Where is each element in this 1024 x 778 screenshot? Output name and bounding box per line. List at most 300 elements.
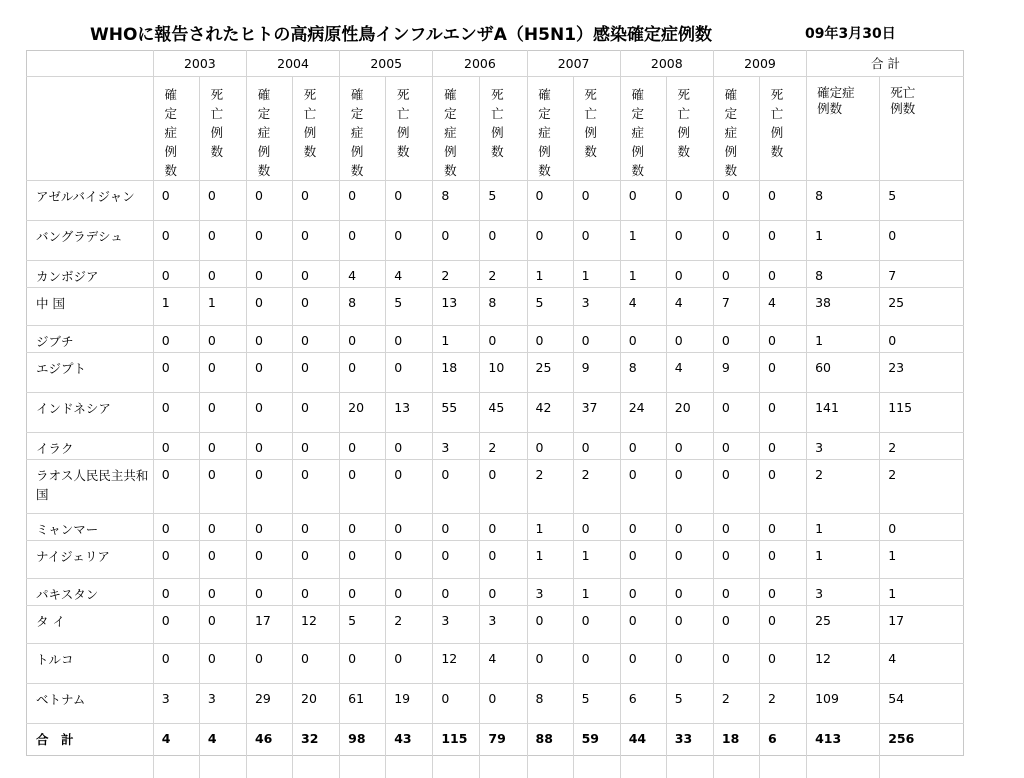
table-cell: 0 bbox=[199, 261, 246, 288]
table-cell: 0 bbox=[293, 353, 340, 393]
table-cell: 0 bbox=[153, 326, 199, 353]
table-cell: 0 bbox=[340, 181, 386, 221]
table-cell: 1 bbox=[807, 326, 880, 353]
table-cell: 1 bbox=[573, 541, 620, 579]
table-cell: 0 bbox=[199, 460, 246, 514]
table-cell: 0 bbox=[620, 606, 666, 644]
total-cell: 79 bbox=[480, 724, 527, 778]
table-cell: 0 bbox=[199, 393, 246, 433]
table-cell: 2 bbox=[880, 460, 964, 514]
total-cell: 33 bbox=[666, 724, 713, 778]
table-cell: 8 bbox=[807, 181, 880, 221]
year-header: 2003 bbox=[153, 50, 246, 77]
total-sub-header-label: 確定症例数 bbox=[817, 85, 861, 117]
total-cell: 115 bbox=[433, 724, 480, 778]
sub-header bbox=[713, 77, 759, 181]
table-row bbox=[26, 261, 964, 288]
table-cell: 0 bbox=[246, 261, 292, 288]
table-cell: 0 bbox=[573, 326, 620, 353]
table-cell: 8 bbox=[807, 261, 880, 288]
table-cell: 37 bbox=[573, 393, 620, 433]
table-cell: 3 bbox=[480, 606, 527, 644]
table-cell: 0 bbox=[620, 514, 666, 541]
table-cell: 0 bbox=[246, 353, 292, 393]
table-cell: 0 bbox=[386, 460, 433, 514]
table-cell: 0 bbox=[293, 221, 340, 261]
total-cell: 59 bbox=[573, 724, 620, 778]
table-cell: 7 bbox=[713, 288, 759, 326]
table-cell: 4 bbox=[666, 353, 713, 393]
country-name: ラオス人民民主共和国 bbox=[26, 460, 153, 514]
table-cell: 10 bbox=[480, 353, 527, 393]
table-cell: 0 bbox=[713, 579, 759, 606]
table-cell: 0 bbox=[340, 460, 386, 514]
table-cell: 0 bbox=[620, 541, 666, 579]
table-cell: 1 bbox=[433, 326, 480, 353]
sub-header bbox=[527, 77, 573, 181]
total-row bbox=[26, 724, 964, 778]
year-header: 2009 bbox=[713, 50, 806, 77]
country-name: カンボジア bbox=[26, 261, 153, 288]
sub-header-row bbox=[26, 77, 964, 181]
table-cell: 0 bbox=[713, 393, 759, 433]
table-cell: 0 bbox=[666, 579, 713, 606]
table-cell: 0 bbox=[246, 326, 292, 353]
table-cell: 0 bbox=[620, 460, 666, 514]
table-cell: 0 bbox=[246, 579, 292, 606]
table-cell: 0 bbox=[759, 460, 806, 514]
table-cell: 2 bbox=[713, 684, 759, 724]
total-cell: 4 bbox=[199, 724, 246, 778]
country-name: タ イ bbox=[26, 606, 153, 644]
report-date: 09年3月30日 bbox=[805, 23, 896, 43]
country-name: イラク bbox=[26, 433, 153, 460]
total-sub-header bbox=[807, 77, 880, 181]
table-cell: 0 bbox=[340, 353, 386, 393]
table-row bbox=[26, 181, 964, 221]
table-cell: 8 bbox=[433, 181, 480, 221]
table-cell: 17 bbox=[246, 606, 292, 644]
total-cell: 4 bbox=[153, 724, 199, 778]
table-cell: 0 bbox=[759, 221, 806, 261]
table-cell: 0 bbox=[153, 353, 199, 393]
table-cell: 0 bbox=[386, 514, 433, 541]
table-cell: 0 bbox=[433, 684, 480, 724]
table-row bbox=[26, 684, 964, 724]
cases-table bbox=[26, 50, 964, 778]
table-cell: 0 bbox=[759, 261, 806, 288]
total-cell: 43 bbox=[386, 724, 433, 778]
table-cell: 12 bbox=[807, 644, 880, 684]
table-cell: 0 bbox=[620, 644, 666, 684]
table-cell: 0 bbox=[573, 606, 620, 644]
table-cell: 0 bbox=[340, 541, 386, 579]
sub-header-label: 確定症例数 bbox=[631, 85, 645, 180]
table-cell: 13 bbox=[433, 288, 480, 326]
table-cell: 0 bbox=[527, 326, 573, 353]
table-row bbox=[26, 326, 964, 353]
table-cell: 1 bbox=[620, 221, 666, 261]
table-cell: 141 bbox=[807, 393, 880, 433]
table-cell: 0 bbox=[153, 261, 199, 288]
table-cell: 1 bbox=[153, 288, 199, 326]
table-cell: 0 bbox=[386, 433, 433, 460]
table-cell: 0 bbox=[386, 644, 433, 684]
total-label: 合 計 bbox=[26, 724, 153, 778]
table-cell: 0 bbox=[759, 644, 806, 684]
total-cell: 18 bbox=[713, 724, 759, 778]
table-cell: 0 bbox=[527, 433, 573, 460]
table-row bbox=[26, 579, 964, 606]
table-cell: 0 bbox=[666, 606, 713, 644]
table-cell: 0 bbox=[713, 433, 759, 460]
table-cell: 17 bbox=[880, 606, 964, 644]
table-cell: 20 bbox=[340, 393, 386, 433]
table-cell: 19 bbox=[386, 684, 433, 724]
year-header: 2008 bbox=[620, 50, 713, 77]
table-cell: 0 bbox=[153, 644, 199, 684]
country-name: アゼルバイジャン bbox=[26, 181, 153, 221]
table-cell: 0 bbox=[199, 606, 246, 644]
table-cell: 0 bbox=[293, 181, 340, 221]
table-cell: 0 bbox=[666, 433, 713, 460]
total-sub-header bbox=[880, 77, 964, 181]
table-row bbox=[26, 514, 964, 541]
table-cell: 0 bbox=[246, 393, 292, 433]
table-cell: 0 bbox=[199, 326, 246, 353]
country-name: ベトナム bbox=[26, 684, 153, 724]
table-cell: 0 bbox=[246, 181, 292, 221]
table-cell: 3 bbox=[433, 433, 480, 460]
table-cell: 24 bbox=[620, 393, 666, 433]
table-cell: 0 bbox=[666, 261, 713, 288]
table-cell: 109 bbox=[807, 684, 880, 724]
table-cell: 0 bbox=[573, 644, 620, 684]
sub-header-label: 確定症例数 bbox=[724, 85, 738, 180]
table-cell: 0 bbox=[880, 514, 964, 541]
table-cell: 5 bbox=[340, 606, 386, 644]
table-cell: 0 bbox=[340, 326, 386, 353]
table-cell: 0 bbox=[713, 261, 759, 288]
sub-header-label: 死亡例数 bbox=[490, 85, 504, 161]
table-cell: 55 bbox=[433, 393, 480, 433]
country-header-cell bbox=[26, 77, 153, 181]
table-cell: 2 bbox=[527, 460, 573, 514]
table-cell: 0 bbox=[713, 460, 759, 514]
table-cell: 9 bbox=[573, 353, 620, 393]
table-cell: 0 bbox=[666, 181, 713, 221]
total-cell: 88 bbox=[527, 724, 573, 778]
table-cell: 18 bbox=[433, 353, 480, 393]
table-cell: 0 bbox=[153, 514, 199, 541]
table-cell: 23 bbox=[880, 353, 964, 393]
table-cell: 0 bbox=[199, 579, 246, 606]
table-row bbox=[26, 606, 964, 644]
sub-header bbox=[433, 77, 480, 181]
table-cell: 1 bbox=[573, 261, 620, 288]
table-cell: 0 bbox=[527, 606, 573, 644]
table-cell: 0 bbox=[246, 460, 292, 514]
table-cell: 0 bbox=[153, 433, 199, 460]
total-cell: 413 bbox=[807, 724, 880, 778]
table-cell: 4 bbox=[880, 644, 964, 684]
table-cell: 2 bbox=[880, 433, 964, 460]
table-cell: 9 bbox=[713, 353, 759, 393]
table-cell: 3 bbox=[807, 433, 880, 460]
table-cell: 0 bbox=[759, 393, 806, 433]
table-cell: 0 bbox=[199, 221, 246, 261]
table-cell: 0 bbox=[340, 644, 386, 684]
table-cell: 3 bbox=[433, 606, 480, 644]
table-cell: 0 bbox=[246, 541, 292, 579]
table-cell: 54 bbox=[880, 684, 964, 724]
table-row bbox=[26, 288, 964, 326]
page-title: WHOに報告されたヒトの高病原性鳥インフルエンザA（H5N1）感染確定症例数 bbox=[90, 20, 712, 45]
table-cell: 0 bbox=[386, 579, 433, 606]
table-cell: 6 bbox=[620, 684, 666, 724]
table-cell: 0 bbox=[480, 541, 527, 579]
year-header: 2005 bbox=[340, 50, 433, 77]
table-cell: 25 bbox=[527, 353, 573, 393]
table-cell: 5 bbox=[573, 684, 620, 724]
table-cell: 0 bbox=[246, 288, 292, 326]
country-name: パキスタン bbox=[26, 579, 153, 606]
table-cell: 3 bbox=[807, 579, 880, 606]
table-cell: 20 bbox=[293, 684, 340, 724]
table-row bbox=[26, 460, 964, 514]
table-cell: 0 bbox=[480, 514, 527, 541]
table-cell: 0 bbox=[153, 606, 199, 644]
total-sub-header-label: 死亡例数 bbox=[890, 85, 920, 117]
year-header: 2004 bbox=[246, 50, 339, 77]
total-cell: 6 bbox=[759, 724, 806, 778]
total-cell: 256 bbox=[880, 724, 964, 778]
table-cell: 4 bbox=[386, 261, 433, 288]
country-name: 中 国 bbox=[26, 288, 153, 326]
table-cell: 1 bbox=[199, 288, 246, 326]
table-cell: 0 bbox=[386, 221, 433, 261]
sub-header bbox=[246, 77, 292, 181]
table-row bbox=[26, 433, 964, 460]
table-cell: 0 bbox=[759, 433, 806, 460]
table-cell: 1 bbox=[527, 541, 573, 579]
table-cell: 0 bbox=[293, 393, 340, 433]
table-cell: 0 bbox=[620, 433, 666, 460]
table-cell: 0 bbox=[293, 644, 340, 684]
sub-header bbox=[759, 77, 806, 181]
table-cell: 12 bbox=[293, 606, 340, 644]
sub-header bbox=[386, 77, 433, 181]
sub-header bbox=[293, 77, 340, 181]
table-cell: 0 bbox=[293, 261, 340, 288]
table-cell: 0 bbox=[620, 326, 666, 353]
table-cell: 0 bbox=[386, 541, 433, 579]
table-cell: 1 bbox=[620, 261, 666, 288]
table-cell: 0 bbox=[480, 460, 527, 514]
table-cell: 2 bbox=[433, 261, 480, 288]
sub-header-label: 死亡例数 bbox=[677, 85, 691, 161]
table-cell: 0 bbox=[433, 221, 480, 261]
table-cell: 0 bbox=[199, 181, 246, 221]
table-cell: 20 bbox=[666, 393, 713, 433]
country-name: バングラデシュ bbox=[26, 221, 153, 261]
table-cell: 0 bbox=[527, 221, 573, 261]
table-cell: 0 bbox=[433, 460, 480, 514]
table-cell: 0 bbox=[666, 326, 713, 353]
table-cell: 0 bbox=[293, 541, 340, 579]
table-cell: 0 bbox=[480, 221, 527, 261]
table-cell: 7 bbox=[880, 261, 964, 288]
table-cell: 0 bbox=[527, 644, 573, 684]
sub-header bbox=[199, 77, 246, 181]
table-cell: 0 bbox=[199, 644, 246, 684]
table-cell: 0 bbox=[199, 433, 246, 460]
table-cell: 0 bbox=[880, 326, 964, 353]
table-cell: 4 bbox=[666, 288, 713, 326]
table-cell: 0 bbox=[433, 541, 480, 579]
table-cell: 2 bbox=[573, 460, 620, 514]
country-name: ジブチ bbox=[26, 326, 153, 353]
country-name: エジプト bbox=[26, 353, 153, 393]
table-cell: 0 bbox=[759, 579, 806, 606]
table-cell: 0 bbox=[386, 181, 433, 221]
table-cell: 0 bbox=[620, 579, 666, 606]
table-cell: 0 bbox=[620, 181, 666, 221]
sub-header-label: 確定症例数 bbox=[443, 85, 457, 180]
table-row bbox=[26, 393, 964, 433]
table-cell: 0 bbox=[199, 353, 246, 393]
sub-header-label: 死亡例数 bbox=[210, 85, 224, 161]
table-cell: 0 bbox=[153, 579, 199, 606]
table-cell: 8 bbox=[527, 684, 573, 724]
table-cell: 0 bbox=[293, 433, 340, 460]
table-cell: 0 bbox=[759, 326, 806, 353]
table-cell: 1 bbox=[807, 221, 880, 261]
table-row bbox=[26, 221, 964, 261]
table-cell: 0 bbox=[573, 514, 620, 541]
table-cell: 4 bbox=[340, 261, 386, 288]
table-cell: 12 bbox=[433, 644, 480, 684]
table-cell: 4 bbox=[480, 644, 527, 684]
sub-header-label: 確定症例数 bbox=[257, 85, 271, 180]
country-name: ナイジェリア bbox=[26, 541, 153, 579]
table-cell: 1 bbox=[880, 579, 964, 606]
table-cell: 3 bbox=[153, 684, 199, 724]
table-cell: 0 bbox=[759, 606, 806, 644]
table-cell: 0 bbox=[293, 579, 340, 606]
sub-header-label: 死亡例数 bbox=[770, 85, 784, 161]
table-cell: 61 bbox=[340, 684, 386, 724]
table-cell: 1 bbox=[880, 541, 964, 579]
table-cell: 0 bbox=[880, 221, 964, 261]
table-cell: 8 bbox=[620, 353, 666, 393]
table-cell: 0 bbox=[293, 326, 340, 353]
table-cell: 0 bbox=[666, 460, 713, 514]
sub-header bbox=[340, 77, 386, 181]
table-cell: 2 bbox=[386, 606, 433, 644]
country-name: インドネシア bbox=[26, 393, 153, 433]
sub-header bbox=[620, 77, 666, 181]
table-cell: 4 bbox=[620, 288, 666, 326]
sub-header-label: 確定症例数 bbox=[538, 85, 552, 180]
table-cell: 0 bbox=[340, 514, 386, 541]
table-cell: 1 bbox=[573, 579, 620, 606]
table-cell: 13 bbox=[386, 393, 433, 433]
year-header: 合 計 bbox=[807, 50, 964, 77]
table-cell: 8 bbox=[480, 288, 527, 326]
table-cell: 0 bbox=[666, 541, 713, 579]
table-cell: 0 bbox=[713, 644, 759, 684]
sub-header bbox=[573, 77, 620, 181]
table-cell: 0 bbox=[199, 514, 246, 541]
table-cell: 0 bbox=[293, 288, 340, 326]
table-cell: 0 bbox=[666, 514, 713, 541]
table-cell: 0 bbox=[153, 181, 199, 221]
table-cell: 38 bbox=[807, 288, 880, 326]
table-cell: 60 bbox=[807, 353, 880, 393]
table-cell: 0 bbox=[433, 579, 480, 606]
year-header: 2006 bbox=[433, 50, 527, 77]
table-cell: 29 bbox=[246, 684, 292, 724]
sub-header bbox=[666, 77, 713, 181]
table-cell: 2 bbox=[480, 261, 527, 288]
table-cell: 0 bbox=[340, 433, 386, 460]
sub-header-label: 死亡例数 bbox=[396, 85, 410, 161]
table-cell: 25 bbox=[880, 288, 964, 326]
table-cell: 0 bbox=[666, 644, 713, 684]
sub-header bbox=[480, 77, 527, 181]
table-cell: 1 bbox=[527, 261, 573, 288]
table-cell: 0 bbox=[713, 326, 759, 353]
table-cell: 42 bbox=[527, 393, 573, 433]
table-cell: 0 bbox=[759, 514, 806, 541]
table-cell: 0 bbox=[293, 514, 340, 541]
table-cell: 0 bbox=[340, 221, 386, 261]
table-cell: 25 bbox=[807, 606, 880, 644]
sub-header-label: 死亡例数 bbox=[303, 85, 317, 161]
table-cell: 0 bbox=[759, 353, 806, 393]
total-cell: 32 bbox=[293, 724, 340, 778]
table-cell: 0 bbox=[527, 181, 573, 221]
table-cell: 2 bbox=[807, 460, 880, 514]
table-cell: 0 bbox=[246, 433, 292, 460]
corner-cell bbox=[26, 50, 153, 77]
table-cell: 0 bbox=[713, 606, 759, 644]
table-cell: 0 bbox=[573, 181, 620, 221]
table-cell: 0 bbox=[573, 433, 620, 460]
table-cell: 0 bbox=[480, 579, 527, 606]
table-cell: 0 bbox=[246, 221, 292, 261]
table-cell: 0 bbox=[153, 393, 199, 433]
table-cell: 3 bbox=[573, 288, 620, 326]
year-header-row bbox=[26, 50, 964, 77]
table-cell: 5 bbox=[880, 181, 964, 221]
sub-header bbox=[153, 77, 199, 181]
table-cell: 0 bbox=[480, 326, 527, 353]
table-cell: 5 bbox=[480, 181, 527, 221]
table-cell: 0 bbox=[293, 460, 340, 514]
table-cell: 5 bbox=[666, 684, 713, 724]
sub-header-label: 死亡例数 bbox=[584, 85, 598, 161]
table-cell: 0 bbox=[246, 644, 292, 684]
table-cell: 0 bbox=[713, 541, 759, 579]
year-header: 2007 bbox=[527, 50, 620, 77]
table-cell: 0 bbox=[573, 221, 620, 261]
total-cell: 46 bbox=[246, 724, 292, 778]
total-cell: 44 bbox=[620, 724, 666, 778]
table-row bbox=[26, 353, 964, 393]
table-cell: 8 bbox=[340, 288, 386, 326]
